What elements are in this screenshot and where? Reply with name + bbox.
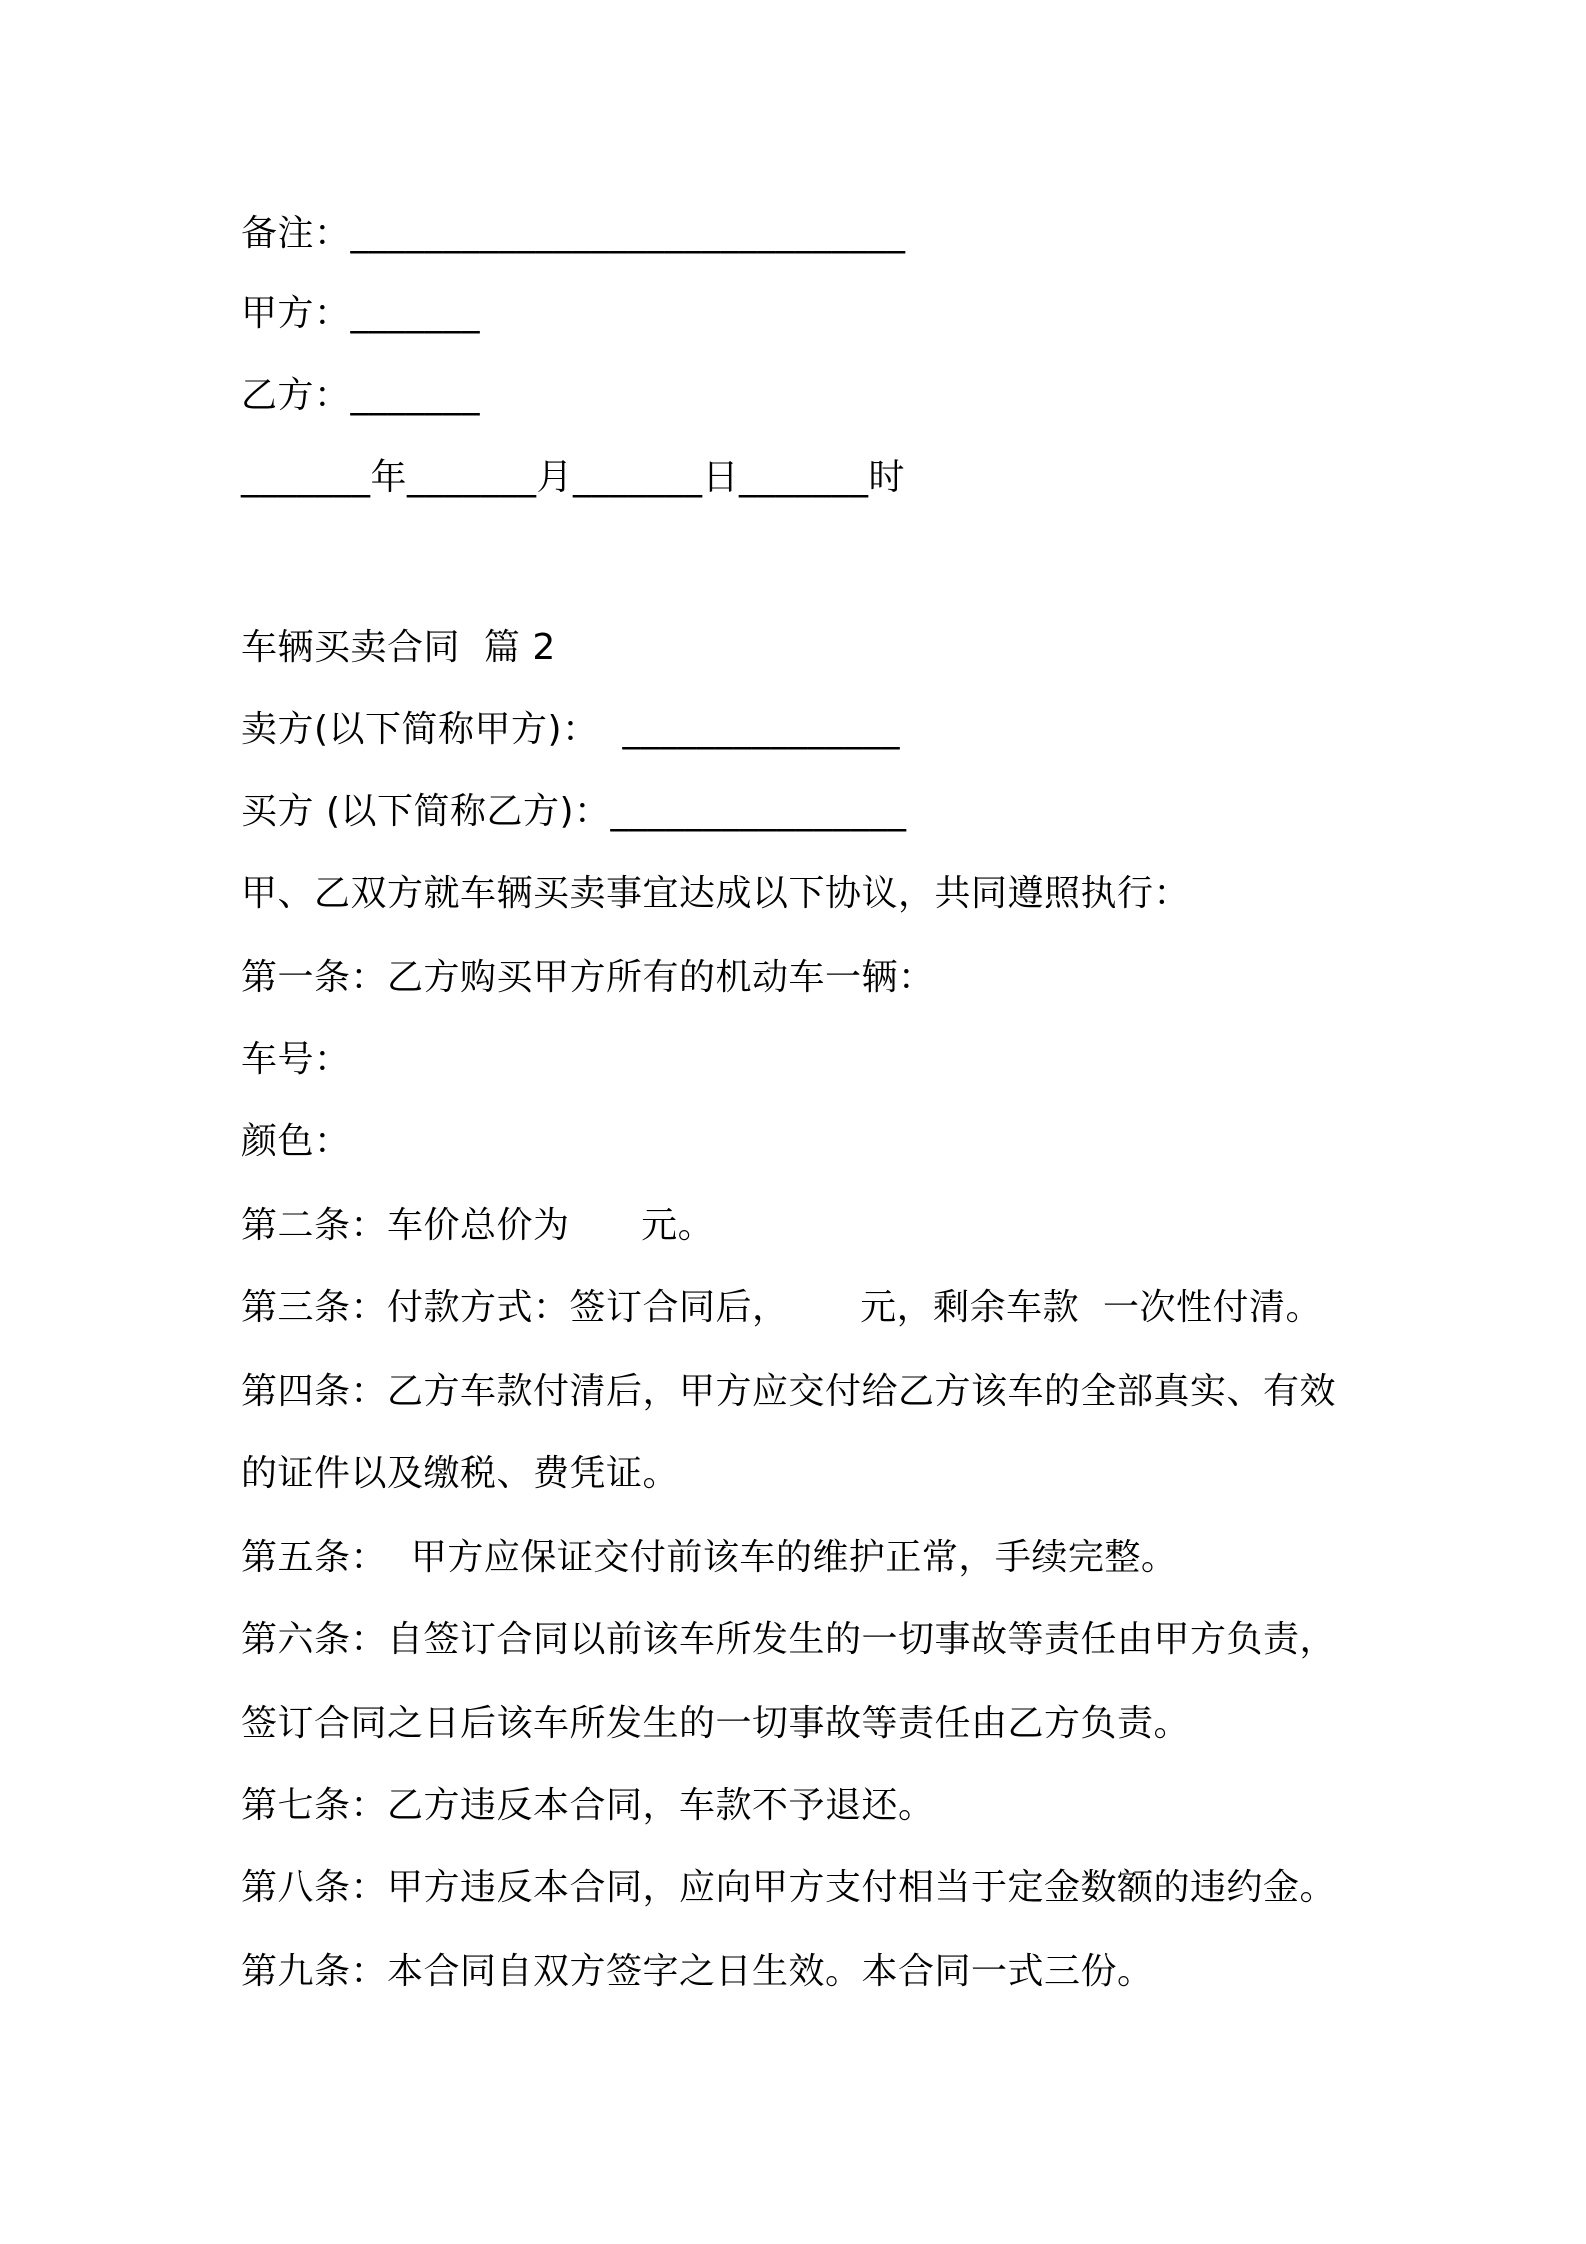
article-3: 第三条：付款方式：签订合同后， 元，剩余车款 一次性付清。	[241, 1287, 1323, 1328]
party-a-line: 甲方：_______	[241, 293, 481, 334]
buyer-line: 买方 (以下简称乙方)：________________	[241, 791, 907, 832]
article-5: 第五条： 甲方应保证交付前该车的维护正常，手续完整。	[241, 1537, 1178, 1578]
color-line: 颜色：	[241, 1121, 351, 1162]
plate-number-line: 车号：	[241, 1039, 351, 1080]
article-2: 第二条：车价总价为 元。	[241, 1205, 715, 1246]
remark-line: 备注：______________________________	[241, 213, 906, 254]
article-4-line-2: 的证件以及缴税、费凭证。	[241, 1453, 680, 1494]
article-6-line-2: 签订合同之日后该车所发生的一切事故等责任由乙方负责。	[241, 1703, 1191, 1744]
date-line: _______年_______月_______日_______时	[241, 457, 905, 498]
article-7: 第七条：乙方违反本合同，车款不予退还。	[241, 1785, 935, 1826]
article-6-line-1: 第六条：自签订合同以前该车所发生的一切事故等责任由甲方负责，	[241, 1619, 1337, 1660]
party-b-line: 乙方：_______	[241, 375, 481, 416]
article-4-line-1: 第四条：乙方车款付清后，甲方应交付给乙方该车的全部真实、有效	[241, 1371, 1337, 1412]
article-1: 第一条：乙方购买甲方所有的机动车一辆：	[241, 957, 935, 998]
contract-title: 车辆买卖合同 篇 2	[241, 627, 556, 668]
article-9: 第九条：本合同自双方签字之日生效。本合同一式三份。	[241, 1951, 1154, 1992]
intro-paragraph: 甲、乙双方就车辆买卖事宜达成以下协议，共同遵照执行：	[241, 873, 1191, 914]
seller-line: 卖方(以下简称甲方)： _______________	[241, 709, 900, 750]
article-8: 第八条：甲方违反本合同，应向甲方支付相当于定金数额的违约金。	[241, 1867, 1337, 1908]
